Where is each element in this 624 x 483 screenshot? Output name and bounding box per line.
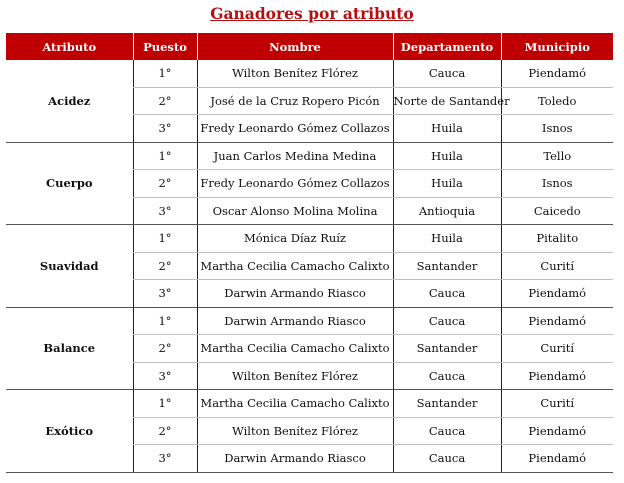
table-row: [6, 307, 613, 335]
attribute-cell: Acidez: [6, 60, 133, 142]
place-cell: 2°: [133, 252, 197, 280]
name-cell: Darwin Armando Riasco: [197, 307, 393, 335]
table-row: [6, 390, 613, 418]
name-cell: Wilton Benítez Flórez: [197, 60, 393, 87]
municipality-cell: Piendamó: [501, 60, 613, 87]
name-cell: José de la Cruz Ropero Picón: [197, 87, 393, 115]
department-cell: Santander: [393, 390, 501, 418]
department-cell: Santander: [393, 335, 501, 363]
place-cell: 1°: [133, 307, 197, 335]
place-cell: 1°: [133, 390, 197, 418]
place-cell: 3°: [133, 445, 197, 473]
header-puesto: Puesto: [133, 33, 197, 60]
name-cell: Fredy Leonardo Gómez Collazos: [197, 115, 393, 143]
winners-table: [6, 33, 613, 473]
header-atributo: Atributo: [6, 33, 133, 60]
municipality-cell: Curití: [501, 335, 613, 363]
attribute-cell: Exótico: [6, 390, 133, 473]
department-cell: Cauca: [393, 60, 501, 87]
municipality-cell: Piendamó: [501, 445, 613, 473]
place-cell: 2°: [133, 335, 197, 363]
place-cell: 2°: [133, 417, 197, 445]
table-row: [6, 142, 613, 170]
department-cell: Cauca: [393, 417, 501, 445]
name-cell: Martha Cecilia Camacho Calixto: [197, 252, 393, 280]
department-cell: Cauca: [393, 362, 501, 390]
municipality-cell: Tello: [501, 142, 613, 170]
place-cell: 1°: [133, 142, 197, 170]
attribute-cell: Balance: [6, 307, 133, 390]
place-cell: 3°: [133, 115, 197, 143]
municipality-cell: Piendamó: [501, 307, 613, 335]
department-cell: Huila: [393, 115, 501, 143]
name-cell: Juan Carlos Medina Medina: [197, 142, 393, 170]
department-cell: Cauca: [393, 280, 501, 308]
table-row: [6, 60, 613, 87]
department-cell: Huila: [393, 225, 501, 253]
place-cell: 3°: [133, 280, 197, 308]
place-cell: 2°: [133, 87, 197, 115]
name-cell: Wilton Benítez Flórez: [197, 362, 393, 390]
municipality-cell: Isnos: [501, 170, 613, 198]
municipality-cell: Piendamó: [501, 362, 613, 390]
name-cell: Martha Cecilia Camacho Calixto: [197, 335, 393, 363]
department-cell: Huila: [393, 142, 501, 170]
department-cell: Norte de Santander: [393, 87, 501, 115]
name-cell: Mónica Díaz Ruíz: [197, 225, 393, 253]
place-cell: 3°: [133, 362, 197, 390]
place-cell: 1°: [133, 225, 197, 253]
place-cell: 3°: [133, 197, 197, 225]
department-cell: Santander: [393, 252, 501, 280]
place-cell: 1°: [133, 60, 197, 87]
municipality-cell: Toledo: [501, 87, 613, 115]
name-cell: Oscar Alonso Molina Molina: [197, 197, 393, 225]
municipality-cell: Pitalito: [501, 225, 613, 253]
name-cell: Wilton Benítez Flórez: [197, 417, 393, 445]
name-cell: Darwin Armando Riasco: [197, 280, 393, 308]
attribute-cell: Cuerpo: [6, 142, 133, 225]
header-nombre: Nombre: [197, 33, 393, 60]
place-cell: 2°: [133, 170, 197, 198]
department-cell: Cauca: [393, 307, 501, 335]
municipality-cell: Piendamó: [501, 280, 613, 308]
department-cell: Cauca: [393, 445, 501, 473]
attribute-cell: Suavidad: [6, 225, 133, 308]
department-cell: Huila: [393, 170, 501, 198]
municipality-cell: Curití: [501, 390, 613, 418]
municipality-cell: Curití: [501, 252, 613, 280]
header-municipio: Municipio: [501, 33, 613, 60]
municipality-cell: Isnos: [501, 115, 613, 143]
name-cell: Darwin Armando Riasco: [197, 445, 393, 473]
name-cell: Martha Cecilia Camacho Calixto: [197, 390, 393, 418]
page-title: Ganadores por atributo: [210, 4, 414, 23]
header-row: [6, 33, 613, 60]
municipality-cell: Piendamó: [501, 417, 613, 445]
municipality-cell: Caicedo: [501, 197, 613, 225]
name-cell: Fredy Leonardo Gómez Collazos: [197, 170, 393, 198]
header-departamento: Departamento: [393, 33, 501, 60]
department-cell: Antioquia: [393, 197, 501, 225]
table-row: [6, 225, 613, 253]
